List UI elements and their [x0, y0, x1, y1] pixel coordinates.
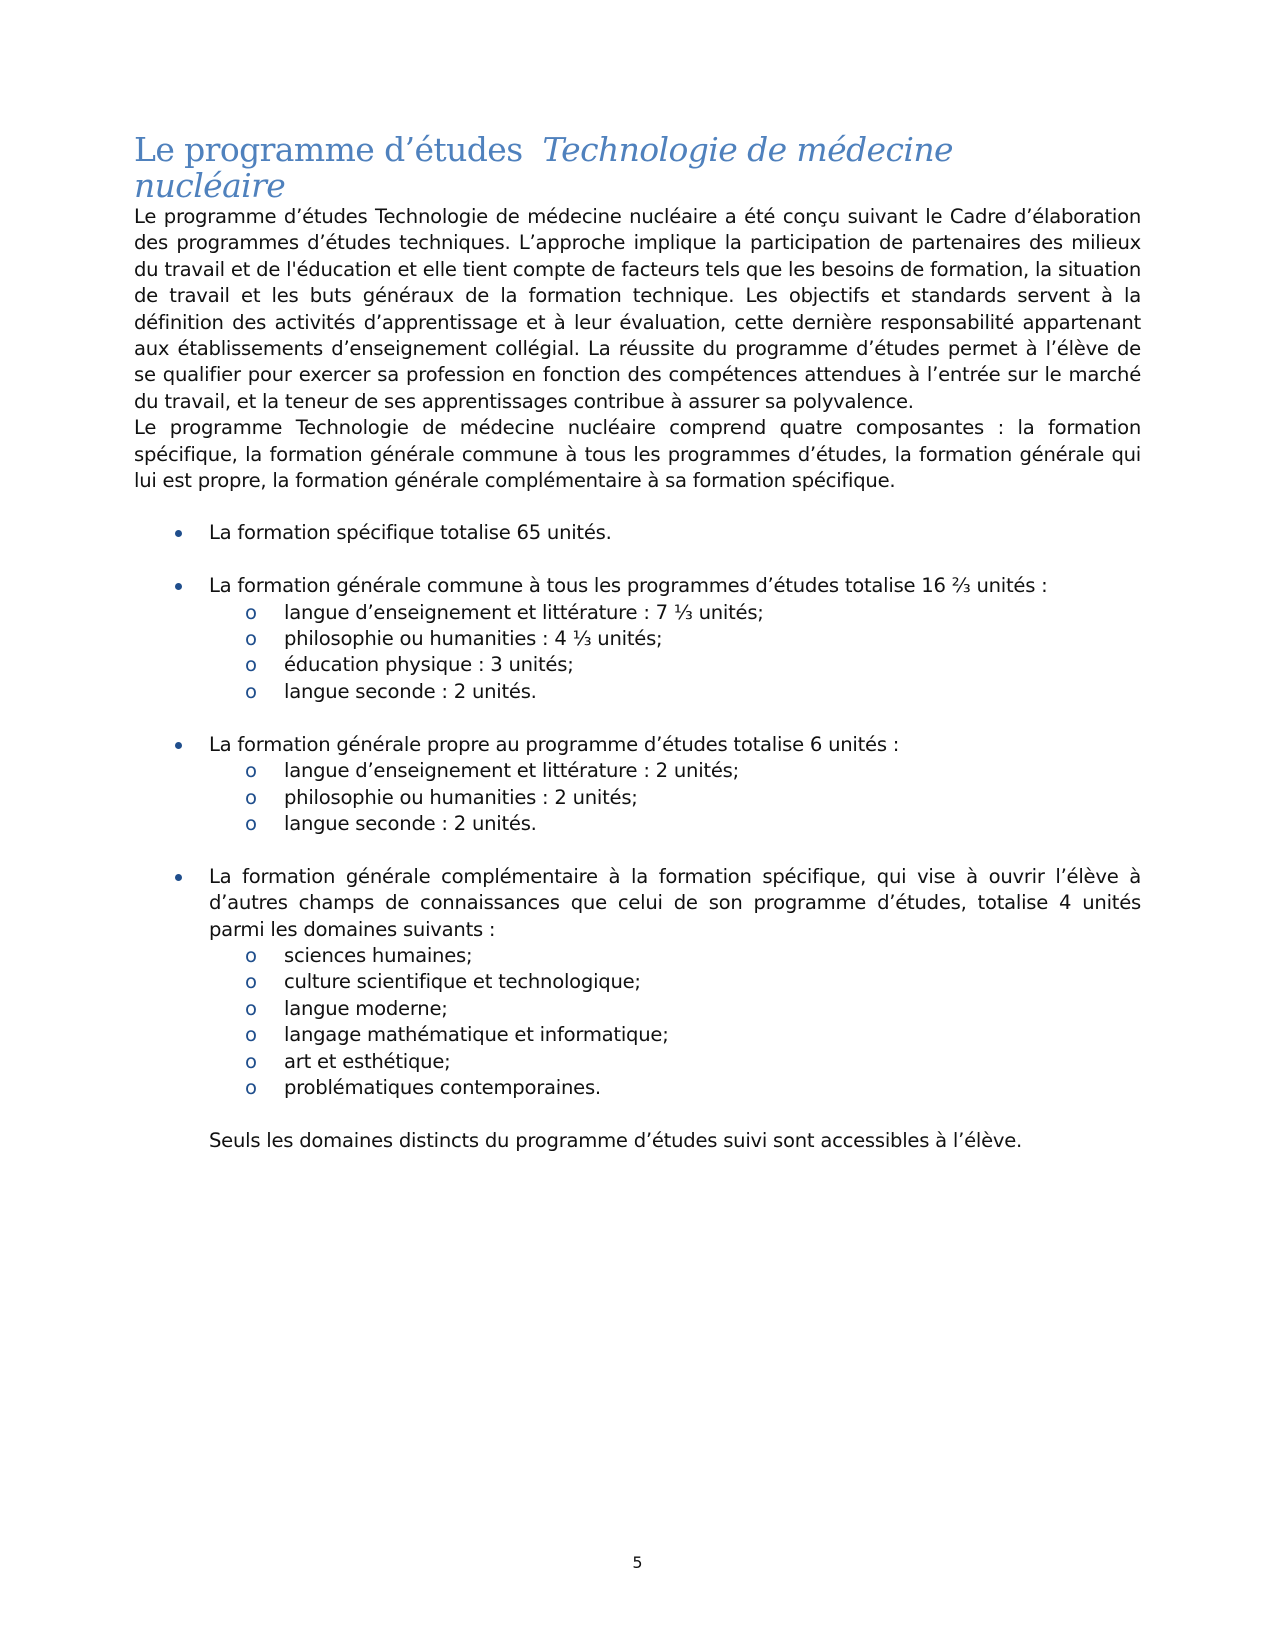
circle-bullet-icon: o	[245, 811, 257, 835]
body-text	[134, 204, 1141, 1154]
sub-list-item	[209, 600, 1141, 626]
sub-list-item	[209, 626, 1141, 652]
sub-list-item	[209, 943, 1141, 969]
circle-bullet-icon: o	[245, 1049, 257, 1073]
title-regular: Le programme d’études	[134, 130, 523, 169]
sub-list-item-text: culture scientifique et technologique;	[284, 970, 641, 994]
sub-list	[209, 600, 1141, 706]
bullet-icon	[175, 742, 182, 749]
title-italic-line1: Technologie de médecine	[542, 130, 953, 169]
sub-list-item	[209, 996, 1141, 1022]
list-item-text: La formation générale propre au programme d’études totalise 6 unités :	[209, 732, 900, 756]
intro-paragraph: Le programme d’études Technologie de médecine nucléaire a été conçu suivant le Cadre d’élaboration des programmes d’études techniques. L’approche implique la participation de partenaires des milieux du travail et de l'éducation et elle tient compte de facteurs tels que les besoins de formation, la situation de travail et les buts généraux de la formation technique. Les objectifs et standards servent à la définition des activités d’apprentissage et à leur évaluation, cette dernière responsabilité appartenant aux établissements d’enseignement collégial. La réussite du programme d’études permet à l’élève de se qualifier pour exercer sa profession en fonction des compétences attendues à l’entrée sur le marché du travail, et la teneur de ses apprentissages contribue à assurer sa polyvalence.	[134, 205, 1141, 413]
sub-list-item-text: sciences humaines;	[284, 943, 473, 967]
list-item	[134, 864, 1141, 1102]
sub-list-item-text: langue seconde : 2 unités.	[284, 679, 537, 703]
circle-bullet-icon: o	[245, 943, 257, 967]
list-item	[134, 573, 1141, 705]
list-item-text: La formation spécifique totalise 65 unités.	[209, 521, 612, 545]
page-content	[134, 132, 1141, 1154]
sub-list-item	[209, 811, 1141, 837]
sub-list-item	[209, 1075, 1141, 1101]
circle-bullet-icon: o	[245, 759, 257, 783]
sub-list-item-text: philosophie ou humanities : 4 ⅓ unités;	[284, 627, 663, 651]
sub-list-item	[209, 1022, 1141, 1048]
sub-list-item-text: langue moderne;	[284, 996, 448, 1020]
sub-list-item-text: langue d’enseignement et littérature : 7 ⅓ unités;	[284, 600, 764, 624]
sub-list-item	[209, 679, 1141, 705]
sub-list-item	[209, 969, 1141, 995]
sub-list	[209, 943, 1141, 1101]
components-list	[134, 520, 1141, 1101]
circle-bullet-icon: o	[245, 1075, 257, 1099]
sub-list-item	[209, 758, 1141, 784]
page-number: 5	[632, 1553, 643, 1572]
list-item	[134, 520, 1141, 546]
circle-bullet-icon: o	[245, 785, 257, 809]
bullet-icon	[175, 874, 182, 881]
list-item-text: La formation générale commune à tous les programmes d’études totalise 16 ⅔ unités :	[209, 574, 1048, 598]
sub-list-item-text: problématiques contemporaines.	[284, 1075, 601, 1099]
bullet-icon	[175, 583, 182, 590]
list-item	[134, 732, 1141, 838]
sub-list-item-text: art et esthétique;	[284, 1049, 451, 1073]
sub-list	[209, 758, 1141, 837]
sub-list-item	[209, 1049, 1141, 1075]
circle-bullet-icon: o	[245, 600, 257, 624]
components-paragraph: Le programme Technologie de médecine nucléaire comprend quatre composantes : la formation spécifique, la formation générale commune à tous les programmes d’études, la formation générale qui lui est propre, la formation générale complémentaire à sa formation spécifique.	[134, 416, 1141, 493]
sub-list-item-text: langue seconde : 2 unités.	[284, 811, 537, 835]
list-item-text: La formation générale complémentaire à la formation spécifique, qui vise à ouvrir l’élève à d’autres champs de connaissances que celui de son programme d’études, totalise 4 unités parmi les domaines suivants :	[209, 864, 1141, 941]
circle-bullet-icon: o	[245, 970, 257, 994]
circle-bullet-icon: o	[245, 627, 257, 651]
sub-list-item	[209, 785, 1141, 811]
circle-bullet-icon: o	[245, 1023, 257, 1047]
sub-list-item	[209, 652, 1141, 678]
page-title	[134, 132, 1141, 204]
title-italic-line2: nucléaire	[134, 166, 286, 205]
circle-bullet-icon: o	[245, 996, 257, 1020]
sub-list-item-text: philosophie ou humanities : 2 unités;	[284, 785, 638, 809]
sub-list-item-text: éducation physique : 3 unités;	[284, 653, 574, 677]
bullet-icon	[175, 530, 182, 537]
circle-bullet-icon: o	[245, 679, 257, 703]
sub-list-item-text: langue d’enseignement et littérature : 2 unités;	[284, 759, 739, 783]
note-paragraph: Seuls les domaines distincts du programme d’études suivi sont accessibles à l’élève.	[209, 1128, 1023, 1152]
sub-list-item-text: langage mathématique et informatique;	[284, 1023, 669, 1047]
circle-bullet-icon: o	[245, 653, 257, 677]
